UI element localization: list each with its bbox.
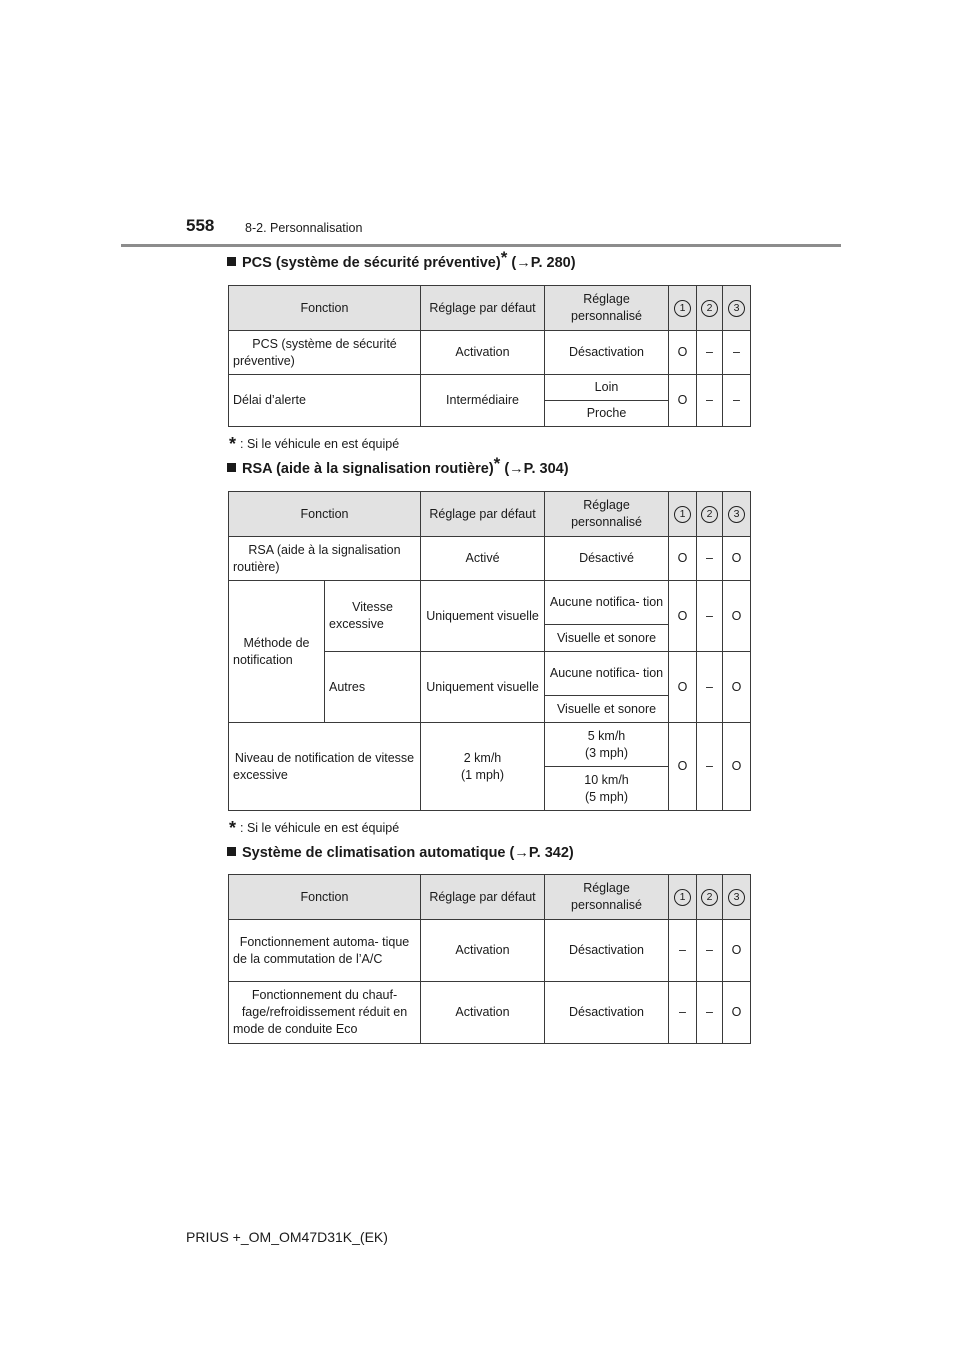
circled-2-icon: 2 bbox=[701, 300, 718, 317]
cell-default: Uniquement visuelle bbox=[421, 652, 545, 723]
header-col-2 bbox=[697, 286, 723, 331]
pcs-table bbox=[228, 285, 751, 427]
cell-c3: O bbox=[723, 537, 751, 581]
footnote-text: : Si le véhicule en est équipé bbox=[240, 437, 400, 451]
header-default: Réglage par défaut bbox=[421, 875, 545, 920]
circled-2-icon: 2 bbox=[701, 506, 718, 523]
table-row bbox=[229, 982, 751, 1044]
cell-custom: Aucune notifica- tion bbox=[545, 581, 669, 625]
custom-speed: 5 km/h bbox=[587, 728, 626, 743]
default-speed-mph: (1 mph) bbox=[460, 767, 505, 782]
footnote-star: * bbox=[500, 248, 508, 267]
cell-default: Activation bbox=[421, 920, 545, 982]
circled-1-icon: 1 bbox=[674, 300, 691, 317]
square-bullet-icon bbox=[227, 463, 236, 472]
document-code: PRIUS +_OM_OM47D31K_(EK) bbox=[186, 1229, 388, 1245]
cell-c1: O bbox=[669, 652, 697, 723]
default-speed: 2 km/h bbox=[463, 750, 502, 765]
cell-custom: Visuelle et sonore bbox=[545, 696, 669, 723]
circled-3-icon: 3 bbox=[728, 506, 745, 523]
table-row bbox=[229, 331, 751, 375]
cell-default: Uniquement visuelle bbox=[421, 581, 545, 652]
cell-c3: O bbox=[723, 652, 751, 723]
ac-heading-text: Système de climatisation automatique bbox=[242, 845, 506, 861]
cell-function: Fonctionnement automa- tique de la commutation de l’A/C bbox=[229, 920, 421, 982]
cell-c2: – bbox=[697, 375, 723, 427]
custom-speed-mph: (5 mph) bbox=[584, 789, 629, 804]
cell-function: Fonctionnement du chauf- fage/refroidissement réduit en mode de conduite Eco bbox=[229, 982, 421, 1044]
cell-custom: Loin bbox=[545, 375, 669, 401]
header-function: Fonction bbox=[229, 492, 421, 537]
header-col-1 bbox=[669, 286, 697, 331]
pcs-footnote bbox=[229, 434, 399, 455]
square-bullet-icon bbox=[227, 257, 236, 266]
cell-c3: O bbox=[723, 982, 751, 1044]
header-default: Réglage par défaut bbox=[421, 492, 545, 537]
cell-c3: – bbox=[723, 331, 751, 375]
cell-default: Activation bbox=[421, 331, 545, 375]
cell-c3: O bbox=[723, 581, 751, 652]
header-col-3 bbox=[723, 492, 751, 537]
cell-c2: – bbox=[697, 652, 723, 723]
cell-custom: Désactivé bbox=[545, 537, 669, 581]
header-custom: Réglage personnalisé bbox=[545, 875, 669, 920]
ac-page-ref: (→P. 342) bbox=[509, 845, 574, 861]
cell-custom: Visuelle et sonore bbox=[545, 625, 669, 652]
cell-c3: – bbox=[723, 375, 751, 427]
header-custom: Réglage personnalisé bbox=[545, 286, 669, 331]
cell-c2: – bbox=[697, 920, 723, 982]
cell-c1: – bbox=[669, 982, 697, 1044]
square-bullet-icon bbox=[227, 847, 236, 856]
cell-custom: Aucune notifica- tion bbox=[545, 652, 669, 696]
footnote-star: * bbox=[493, 454, 501, 473]
cell-default: Activation bbox=[421, 982, 545, 1044]
cell-function: RSA (aide à la signalisation routière) bbox=[229, 537, 421, 581]
ac-heading bbox=[227, 845, 574, 861]
pcs-page-ref: (→P. 280) bbox=[511, 255, 576, 271]
table-row bbox=[229, 723, 751, 767]
header-col-1 bbox=[669, 875, 697, 920]
table-row bbox=[229, 375, 751, 401]
table-header-row bbox=[229, 875, 751, 920]
header-col-2 bbox=[697, 875, 723, 920]
circled-1-icon: 1 bbox=[674, 506, 691, 523]
cell-function: Niveau de notification de vitesse excessive bbox=[229, 723, 421, 811]
cell-c2: – bbox=[697, 537, 723, 581]
cell-c1: O bbox=[669, 581, 697, 652]
cell-custom: Désactivation bbox=[545, 982, 669, 1044]
pcs-heading-text: PCS (système de sécurité préventive) bbox=[242, 255, 501, 271]
rsa-heading bbox=[227, 454, 569, 477]
header-col-1 bbox=[669, 492, 697, 537]
cell-function: PCS (système de sécurité préventive) bbox=[229, 331, 421, 375]
cell-c1: O bbox=[669, 375, 697, 427]
table-row bbox=[229, 581, 751, 625]
cell-c2: – bbox=[697, 723, 723, 811]
circled-1-icon: 1 bbox=[674, 889, 691, 906]
table-row bbox=[229, 537, 751, 581]
cell-default: Intermédiaire bbox=[421, 375, 545, 427]
footnote-star: * bbox=[229, 818, 237, 838]
pcs-heading bbox=[227, 248, 576, 271]
cell-c2: – bbox=[697, 982, 723, 1044]
section-title: 8-2. Personnalisation bbox=[245, 221, 363, 235]
ac-table bbox=[228, 874, 751, 1044]
header-col-3 bbox=[723, 286, 751, 331]
circled-3-icon: 3 bbox=[728, 889, 745, 906]
cell-custom bbox=[545, 767, 669, 811]
cell-c1: O bbox=[669, 331, 697, 375]
rsa-heading-text: RSA (aide à la signalisation routière) bbox=[242, 461, 494, 477]
cell-c1: O bbox=[669, 723, 697, 811]
cell-c3: O bbox=[723, 920, 751, 982]
rsa-table bbox=[228, 491, 751, 811]
cell-subfunction: Autres bbox=[325, 652, 421, 723]
footnote-star: * bbox=[229, 434, 237, 454]
cell-default bbox=[421, 723, 545, 811]
cell-default: Activé bbox=[421, 537, 545, 581]
header-default: Réglage par défaut bbox=[421, 286, 545, 331]
header-divider bbox=[121, 244, 841, 247]
custom-speed-mph: (3 mph) bbox=[584, 745, 629, 760]
cell-function: Délai d’alerte bbox=[229, 375, 421, 427]
table-header-row bbox=[229, 286, 751, 331]
header-custom: Réglage personnalisé bbox=[545, 492, 669, 537]
page-number: 558 bbox=[186, 216, 215, 235]
table-header-row bbox=[229, 492, 751, 537]
cell-custom: Désactivation bbox=[545, 331, 669, 375]
footnote-text: : Si le véhicule en est équipé bbox=[240, 821, 400, 835]
cell-c1: O bbox=[669, 537, 697, 581]
rsa-page-ref: (→P. 304) bbox=[504, 461, 569, 477]
header-function: Fonction bbox=[229, 875, 421, 920]
header-function: Fonction bbox=[229, 286, 421, 331]
circled-3-icon: 3 bbox=[728, 300, 745, 317]
cell-c3: O bbox=[723, 723, 751, 811]
cell-c2: – bbox=[697, 331, 723, 375]
header-col-2 bbox=[697, 492, 723, 537]
rsa-footnote bbox=[229, 818, 399, 839]
cell-custom: Proche bbox=[545, 401, 669, 427]
table-row bbox=[229, 920, 751, 982]
cell-function: Méthode de notification bbox=[229, 581, 325, 723]
cell-custom bbox=[545, 723, 669, 767]
custom-speed: 10 km/h bbox=[584, 772, 629, 787]
cell-c2: – bbox=[697, 581, 723, 652]
cell-custom: Désactivation bbox=[545, 920, 669, 982]
cell-subfunction: Vitesse excessive bbox=[325, 581, 421, 652]
circled-2-icon: 2 bbox=[701, 889, 718, 906]
cell-c1: – bbox=[669, 920, 697, 982]
header-col-3 bbox=[723, 875, 751, 920]
